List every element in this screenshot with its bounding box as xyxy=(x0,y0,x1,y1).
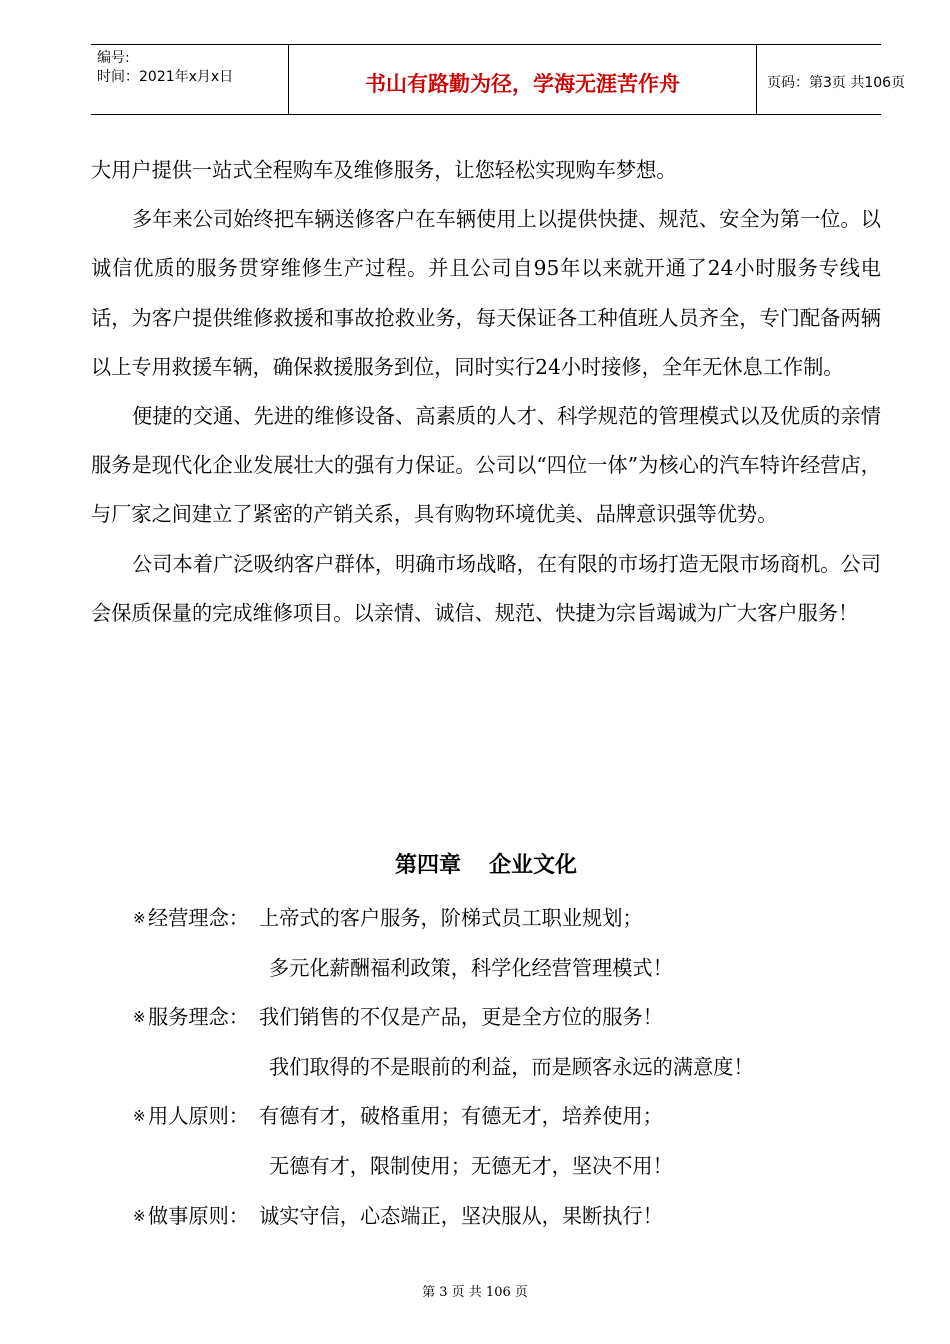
page-footer: 第 3 页 共 106 页 xyxy=(422,1285,528,1300)
culture-item-line: 上帝式的客户服务，阶梯式员工职业规划； xyxy=(259,906,643,930)
body-text xyxy=(91,146,881,638)
chapter-number: 第四章 xyxy=(394,853,461,878)
header-meta-cell xyxy=(91,45,288,114)
document-number-label: 编号: xyxy=(97,50,130,66)
paragraph: 大用户提供一站式全程购车及维修服务，让您轻松实现购车梦想。 xyxy=(91,158,677,182)
reference-mark-icon: ※ xyxy=(133,1206,146,1225)
header-motto-cell xyxy=(288,45,757,114)
document-time-label: 时间：2021年x月x日 xyxy=(97,69,234,85)
culture-item-label: 做事原则： xyxy=(148,1203,249,1228)
reference-mark-icon: ※ xyxy=(133,1008,146,1027)
culture-item-continuation xyxy=(91,944,881,994)
culture-item-line: 多元化薪酬福利政策，科学化经营管理模式！ xyxy=(269,955,673,980)
culture-item-label: 用人原则： xyxy=(148,1104,249,1129)
culture-item-line: 我们取得的不是眼前的利益，而是顾客永远的满意度！ xyxy=(269,1054,754,1079)
header-page-cell xyxy=(756,45,906,114)
culture-item-employment-principle xyxy=(91,1092,881,1142)
culture-item-continuation xyxy=(91,1043,881,1093)
culture-item-continuation xyxy=(91,1142,881,1192)
reference-mark-icon: ※ xyxy=(133,909,146,927)
culture-item-line: 有德有才，破格重用；有德无才，培养使用； xyxy=(259,1104,663,1129)
paragraph: 便捷的交通、先进的维修设备、高素质的人才、科学规范的管理模式以及优质的亲情服务是现代化企业发展壮大的强有力保证。公司以“四位一体”为核心的汽车特许经营店，与厂家之间建立了紧密的产销关系，具有购物环境优美、品牌意识强等优势。 xyxy=(91,404,881,527)
document-header xyxy=(91,44,906,115)
culture-item-service-philosophy xyxy=(91,993,881,1043)
culture-item-business-philosophy xyxy=(91,894,881,944)
culture-item-label: 服务理念： xyxy=(148,1005,249,1030)
chapter-heading xyxy=(91,848,881,879)
chapter-title: 企业文化 xyxy=(489,853,578,878)
paragraph: 公司本着广泛吸纳客户群体，明确市场战略，在有限的市场打造无限市场商机。公司会保质保量的完成维修项目。以亲情、诚信、规范、快捷为宗旨竭诚为广大客户服务！ xyxy=(91,551,881,625)
culture-item-line: 我们销售的不仅是产品，更是全方位的服务！ xyxy=(259,1005,663,1030)
culture-item-line: 诚实守信，心态端正，坚决服从，果断执行！ xyxy=(259,1203,663,1228)
paragraph: 多年来公司始终把车辆送修客户在车辆使用上以提供快捷、规范、安全为第一位。以诚信优质的服务贯穿维修生产过程。并且公司自95年以来就开通了24小时服务专线电话，为客户提供维修救援和事故抢救业务，每天保证各工种值班人员齐全，专门配备两辆以上专用救援车辆，确保救援服务到位，同时实行24小时接修，全年无休息工作制。 xyxy=(91,207,881,379)
culture-item-work-principle xyxy=(91,1192,881,1242)
culture-item-label: 经营理念： xyxy=(148,906,249,930)
reference-mark-icon: ※ xyxy=(133,1107,146,1126)
culture-list xyxy=(91,894,881,1241)
header-page-info: 页码：第3页 共106页 xyxy=(767,75,906,91)
culture-item-line: 无德有才，限制使用；无德无才，坚决不用！ xyxy=(269,1153,673,1178)
header-motto: 书山有路勤为径，学海无涯苦作舟 xyxy=(365,72,680,96)
